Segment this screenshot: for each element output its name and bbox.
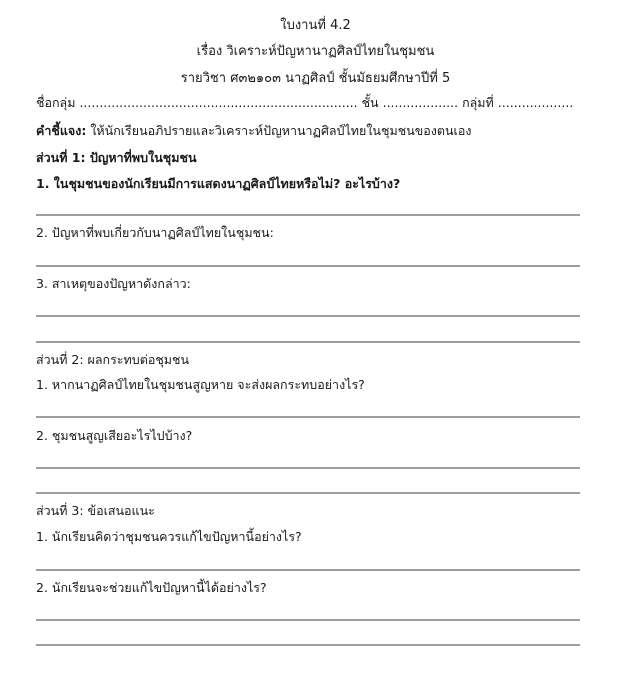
part-3-question-2: 2. นักเรียนจะช่วยแก้ไขปัญหานี้ได้อย่างไร? — [36, 580, 267, 595]
part-2-heading: ส่วนที่ 2: ผลกระทบต่อชุมชน — [36, 352, 190, 367]
answer-line[interactable] — [36, 341, 580, 343]
answer-line[interactable] — [36, 619, 580, 621]
part-3-question-1: 1. นักเรียนคิดว่าชุมชนควรแก้ไขปัญหานี้อย่างไร? — [36, 529, 302, 544]
part-2-question-1: 1. หากนาฏศิลป์ไทยในชุมชนสูญหาย จะส่งผลกระทบอย่างไร? — [36, 377, 365, 392]
answer-line[interactable] — [36, 467, 580, 469]
group-info-row — [36, 93, 573, 113]
answer-line[interactable] — [36, 265, 580, 267]
group-number-blank[interactable]: ................... — [497, 95, 574, 110]
answer-line[interactable] — [36, 214, 580, 216]
part-1-heading: ส่วนที่ 1: ปัญหาที่พบในชุมชน — [36, 150, 197, 165]
class-blank[interactable]: ................... — [382, 95, 459, 110]
part-3-heading: ส่วนที่ 3: ข้อเสนอแนะ — [36, 503, 155, 518]
instructions-text: ให้นักเรียนอภิปรายและวิเคราะห์ปัญหานาฏศิลป์ไทยในชุมชนของตนเอง — [86, 123, 472, 138]
part-1-question-2: 2. ปัญหาที่พบเกี่ยวกับนาฏศิลป์ไทยในชุมชน: — [36, 225, 274, 240]
part-1-question-1: 1. ในชุมชนของนักเรียนมีการแสดงนาฏศิลป์ไทยหรือไม่? อะไรบ้าง? — [36, 176, 401, 191]
part-1-question-3: 3. สาเหตุของปัญหาดังกล่าว: — [36, 276, 191, 291]
group-name-blank[interactable]: ...................................................................... — [79, 95, 358, 110]
instructions — [36, 121, 471, 141]
answer-line[interactable] — [36, 416, 580, 418]
worksheet-title: ใบงานที่ 4.2 — [280, 18, 351, 33]
answer-line[interactable] — [36, 492, 580, 494]
group-name-label: ชื่อกลุ่ม — [36, 95, 76, 110]
worksheet-subject: เรื่อง วิเคราะห์ปัญหานาฏศิลป์ไทยในชุมชน — [196, 44, 435, 59]
answer-line[interactable] — [36, 644, 580, 646]
answer-line[interactable] — [36, 315, 580, 317]
worksheet-course: รายวิชา ศ๓๒๑๐๓ นาฏศิลป์ ชั้นมัธยมศึกษาปีที่ 5 — [180, 71, 451, 86]
instructions-label: คำชี้แจง: — [36, 123, 87, 138]
group-number-label: กลุ่มที่ — [462, 95, 494, 110]
class-label: ชั้น — [361, 95, 379, 110]
answer-line[interactable] — [36, 569, 580, 571]
part-2-question-2: 2. ชุมชนสูญเสียอะไรไปบ้าง? — [36, 428, 193, 443]
